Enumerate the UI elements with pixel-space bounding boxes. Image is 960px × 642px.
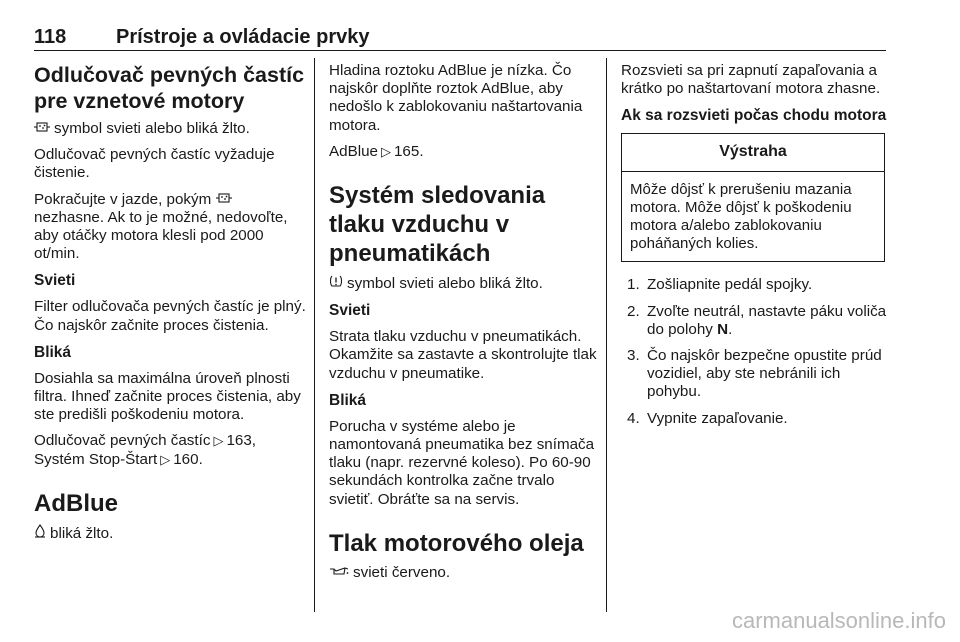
list-item [621, 303, 889, 339]
step-text: Vypnite zapaľovanie. [647, 409, 788, 427]
reference-arrow-icon: ▷ [380, 143, 391, 159]
warning-title: Výstraha [622, 134, 884, 171]
paragraph-references [34, 432, 306, 468]
page-number: 118 [34, 26, 67, 48]
list-item [621, 347, 889, 402]
heading-particulate-filter: Odlučovač pevných častíc pre vznetové motory [34, 63, 305, 113]
text: Odlučovač pevných častíc [34, 432, 211, 450]
paragraph: Dosiahla sa maximálna úroveň plnosti filtra. Ihneď začnite proces čistenia, aby ste predišli poškodeniu motora. [34, 369, 301, 424]
warning-box [621, 133, 885, 262]
adblue-symbol-text: bliká žlto. [50, 524, 114, 542]
step-number: 1. [627, 276, 640, 294]
steps-list [621, 276, 889, 427]
middle-column [329, 62, 601, 582]
list-item [621, 276, 889, 294]
paragraph: Hladina roztoku AdBlue je nízka. Čo najskôr doplňte roztok AdBlue, aby nedošlo k zablokovaniu naštartovania motora. [329, 62, 583, 134]
heading-oil-pressure: Tlak motorového oleja [329, 529, 584, 557]
paragraph: Filter odlučovača pevných častíc je plný. Čo najskôr začnite proces čistenia. [34, 298, 306, 334]
paragraph [329, 564, 601, 582]
page-reference-link[interactable]: 160. [173, 450, 203, 468]
page-reference-link[interactable]: 163, [226, 432, 256, 450]
text: Pokračujte v jazde, pokým [34, 190, 212, 208]
tire-pressure-icon [329, 274, 343, 293]
step-text: Zošliapnite pedál spojky. [647, 276, 813, 294]
oil-pressure-icon [329, 564, 349, 582]
dpf-symbol-text: symbol svieti alebo bliká žlto. [54, 120, 250, 137]
paragraph: Rozsvieti sa pri zapnutí zapaľovania a krátko po naštartovaní motora zhasne. [621, 62, 881, 98]
step-number: 2. [627, 302, 640, 320]
tpms-symbol-text: symbol svieti alebo bliká žlto. [347, 275, 543, 293]
diesel-particulate-filter-icon [34, 120, 50, 138]
column-divider-left [314, 58, 315, 612]
watermark: carmanualsonline.info [731, 608, 946, 633]
reference-arrow-icon: ▷ [160, 451, 171, 467]
page-header [34, 26, 886, 50]
heading-tire-pressure: Systém sledovania tlaku vzduchu v pneumatikách [329, 182, 546, 268]
diesel-particulate-filter-icon [216, 191, 232, 209]
heading-adblue: AdBlue [34, 489, 118, 517]
step-number: 3. [627, 347, 640, 365]
left-column [34, 62, 306, 543]
page-title: Prístroje a ovládacie prvky [116, 26, 370, 48]
paragraph [34, 191, 306, 264]
paragraph-reference [329, 143, 601, 161]
paragraph [34, 120, 306, 138]
adblue-icon [34, 524, 46, 543]
gear-position-label: N [717, 320, 729, 338]
paragraph: Odlučovač pevných častíc vyžaduje čistenie. [34, 146, 275, 182]
step-text: Čo najskôr bezpečne opustite prúd vozidiel, aby ste nebránili ich pohybu. [647, 347, 882, 401]
page-reference-link[interactable]: 165. [393, 142, 424, 160]
list-item [621, 410, 889, 428]
header-rule [34, 50, 886, 51]
step-number: 4. [627, 409, 640, 427]
subheading-flashing: Bliká [329, 391, 367, 409]
subheading-flashing: Bliká [34, 343, 72, 361]
text: Systém Stop-Štart [34, 450, 158, 468]
oil-symbol-text: svieti červeno. [353, 563, 451, 581]
step-text: Zvoľte neutrál, nastavte páku voliča do polohy [647, 302, 887, 338]
subheading-on: Svieti [329, 302, 371, 320]
paragraph [34, 524, 306, 543]
column-divider-right [606, 58, 607, 612]
subheading-on: Svieti [34, 272, 76, 290]
subheading-while-running: Ak sa rozsvieti počas chodu motora [621, 107, 887, 125]
text: nezhasne. Ak to je možné, nedovoľte, aby otáčky motora klesli pod 2000 ot/min. [34, 208, 288, 263]
step-text: . [728, 320, 733, 338]
right-column [621, 62, 889, 436]
text: AdBlue [329, 142, 378, 160]
reference-arrow-icon: ▷ [213, 433, 224, 449]
paragraph [329, 274, 601, 293]
warning-body: Môže dôjsť k prerušeniu mazania motora. Môže dôjsť k poškodeniu motora a/alebo zablokovaniu poháňaných kolies. [630, 180, 852, 253]
paragraph: Strata tlaku vzduchu v pneumatikách. Okamžite sa zastavte a skontrolujte tlak vzduchu v pneumatike. [329, 328, 597, 382]
paragraph: Porucha v systéme alebo je namontovaná pneumatika bez snímača tlaku (napr. rezervné koleso). Po 60-90 sekundách kontrolka začne trvalo svietiť. Obráťte sa na servis. [329, 417, 595, 508]
